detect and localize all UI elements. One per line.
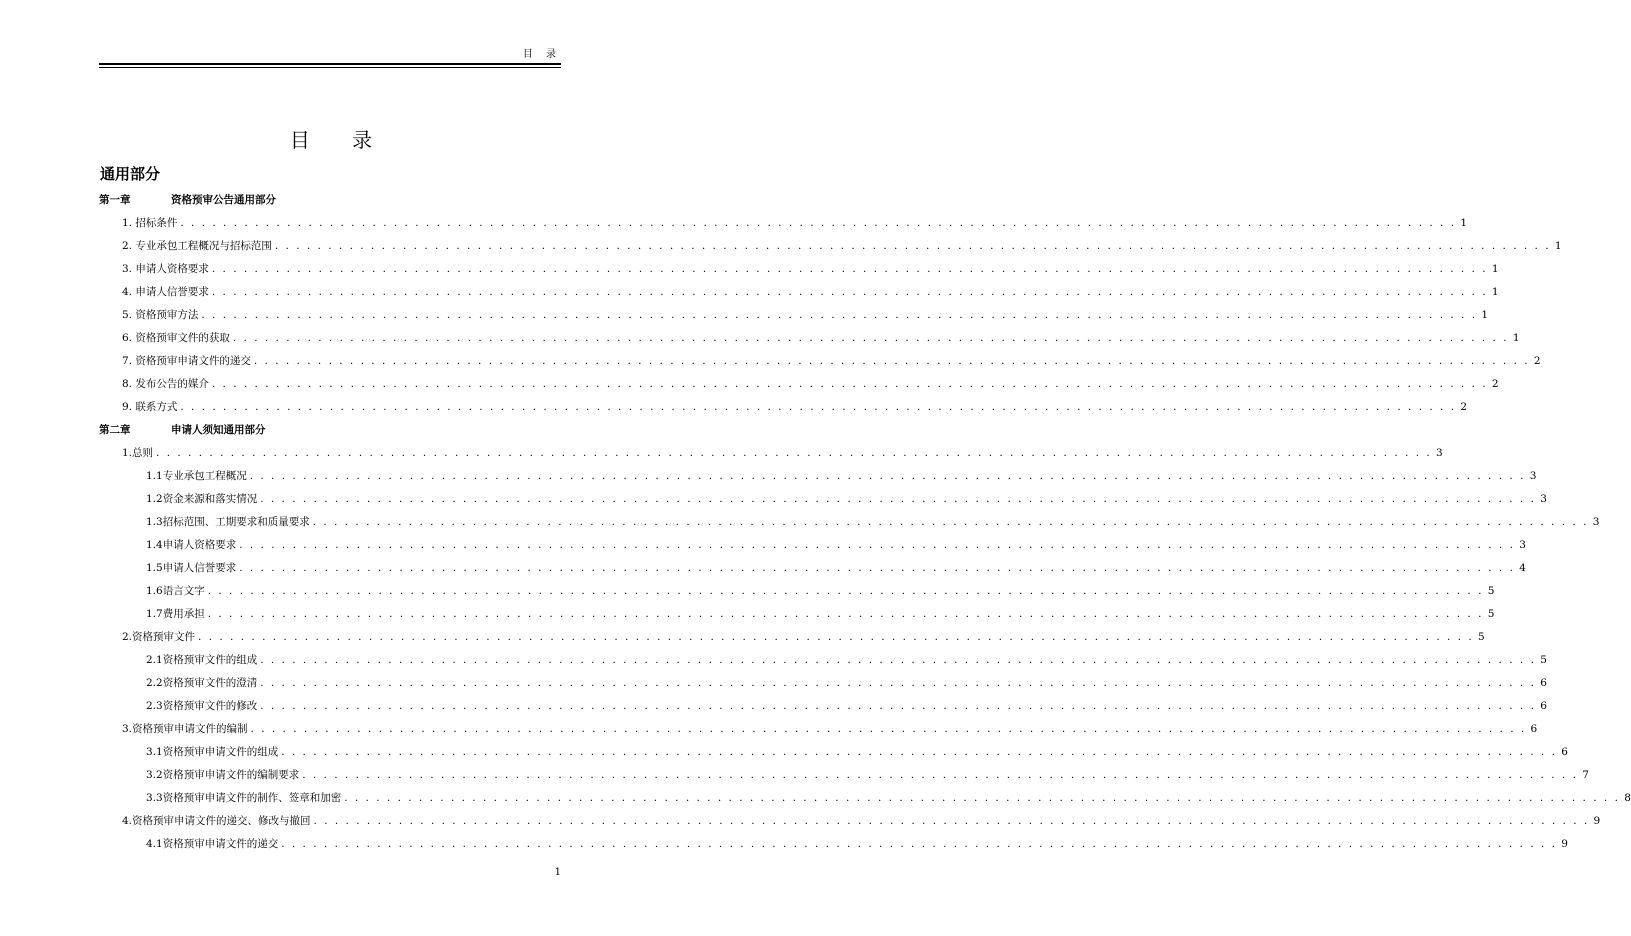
entry-title: 3.资格预审申请文件的编制 [122, 723, 248, 735]
dot-leader: . . . . . . . . . . . . . . . . . . . . . . . . . . . . . . . . . . . . . . . . . . . . . . . . . . . . . . . . . . . . . . . . . . . . . . . . . . . . . . . . . . . . . . . . . . . . . . . . . . . . . . . . . . . . . . . . . . . . . . . . [344, 791, 1620, 804]
entry-title: 4.资格预审申请文件的递交、修改与撤回 [122, 815, 311, 827]
toc-subentry[interactable] [99, 487, 1547, 510]
dot-leader: . . . . . . . . . . . . . . . . . . . . . . . . . . . . . . . . . . . . . . . . . . . . . . . . . . . . . . . . . . . . . . . . . . . . . . . . . . . . . . . . . . . . . . . . . . . . . . . . . . . . . . . . . . . . . . . . . . . . . . . . [239, 538, 1515, 551]
entry-page-number: 1 [1491, 262, 1499, 275]
toc-entry[interactable] [99, 326, 1520, 349]
toc-subentry[interactable] [99, 763, 1589, 786]
dot-leader: . . . . . . . . . . . . . . . . . . . . . . . . . . . . . . . . . . . . . . . . . . . . . . . . . . . . . . . . . . . . . . . . . . . . . . . . . . . . . . . . . . . . . . . . . . . . . . . . . . . . . . . . . . . . . . . . . . . . . . . . [156, 446, 1432, 459]
dot-leader: . . . . . . . . . . . . . . . . . . . . . . . . . . . . . . . . . . . . . . . . . . . . . . . . . . . . . . . . . . . . . . . . . . . . . . . . . . . . . . . . . . . . . . . . . . . . . . . . . . . . . . . . . . . . . . . . . . . . . . . . [281, 745, 1557, 758]
dot-leader: . . . . . . . . . . . . . . . . . . . . . . . . . . . . . . . . . . . . . . . . . . . . . . . . . . . . . . . . . . . . . . . . . . . . . . . . . . . . . . . . . . . . . . . . . . . . . . . . . . . . . . . . . . . . . . . . . . . . . . . . [302, 768, 1578, 781]
entry-page-number: 5 [1478, 630, 1485, 643]
entry-number: 2.1 [146, 653, 163, 666]
toc-chapter-heading[interactable] [99, 418, 561, 441]
dot-leader: . . . . . . . . . . . . . . . . . . . . . . . . . . . . . . . . . . . . . . . . . . . . . . . . . . . . . . . . . . . . . . . . . . . . . . . . . . . . . . . . . . . . . . . . . . . . . . . . . . . . . . . . . . . . . . . . . . . . . . . . [260, 676, 1536, 689]
entry-title: 1. 招标条件 [122, 217, 178, 229]
running-header: 目 录 [522, 49, 561, 60]
entry-number: 1.1 [146, 469, 163, 482]
dot-leader: . . . . . . . . . . . . . . . . . . . . . . . . . . . . . . . . . . . . . . . . . . . . . . . . . . . . . . . . . . . . . . . . . . . . . . . . . . . . . . . . . . . . . . . . . . . . . . . . . . . . . . . . . . . . . . . . . . . . . . . . [211, 377, 1488, 390]
entry-page-number: 5 [1487, 607, 1495, 620]
chapter-number: 第一章 [99, 194, 131, 206]
chapter-number: 第二章 [99, 424, 131, 436]
entry-number: 1.7 [146, 607, 163, 620]
entry-page-number: 1 [1491, 285, 1499, 298]
entry-title: 7. 资格预审申请文件的递交 [122, 355, 251, 367]
dot-leader: . . . . . . . . . . . . . . . . . . . . . . . . . . . . . . . . . . . . . . . . . . . . . . . . . . . . . . . . . . . . . . . . . . . . . . . . . . . . . . . . . . . . . . . . . . . . . . . . . . . . . . . . . . . . . . . . . . . . . . . . [211, 262, 1488, 275]
entry-page-number: 4 [1519, 561, 1526, 574]
dot-leader: . . . . . . . . . . . . . . . . . . . . . . . . . . . . . . . . . . . . . . . . . . . . . . . . . . . . . . . . . . . . . . . . . . . . . . . . . . . . . . . . . . . . . . . . . . . . . . . . . . . . . . . . . . . . . . . . . . . . . . . . [198, 630, 1474, 643]
toc-subentry[interactable] [99, 740, 1568, 763]
toc-subentry[interactable] [99, 694, 1547, 717]
entry-page-number: 1 [1481, 308, 1489, 321]
toc-entry[interactable] [99, 211, 1468, 234]
dot-leader: . . . . . . . . . . . . . . . . . . . . . . . . . . . . . . . . . . . . . . . . . . . . . . . . . . . . . . . . . . . . . . . . . . . . . . . . . . . . . . . . . . . . . . . . . . . . . . . . . . . . . . . . . . . . . . . . . . . . . . . . [211, 285, 1488, 298]
dot-leader: . . . . . . . . . . . . . . . . . . . . . . . . . . . . . . . . . . . . . . . . . . . . . . . . . . . . . . . . . . . . . . . . . . . . . . . . . . . . . . . . . . . . . . . . . . . . . . . . . . . . . . . . . . . . . . . . . . . . . . . . [207, 607, 1484, 620]
toc-entry[interactable] [99, 234, 1562, 257]
toc-entry[interactable] [99, 441, 1443, 464]
entry-page-number: 1 [1460, 216, 1468, 229]
toc-subentry[interactable] [99, 533, 1526, 556]
dot-leader: . . . . . . . . . . . . . . . . . . . . . . . . . . . . . . . . . . . . . . . . . . . . . . . . . . . . . . . . . . . . . . . . . . . . . . . . . . . . . . . . . . . . . . . . . . . . . . . . . . . . . . . . . . . . . . . . . . . . . . . . [313, 814, 1590, 827]
toc-subentry[interactable] [99, 556, 1526, 579]
entry-number: 4.1 [146, 837, 163, 850]
entry-title: 资格预审文件的组成 [162, 654, 258, 666]
entry-title: 资格预审文件的澄清 [162, 677, 258, 689]
entry-title: 资金来源和落实情况 [162, 493, 258, 505]
toc-subentry[interactable] [99, 464, 1537, 487]
entry-page-number: 3 [1592, 515, 1600, 528]
entry-number: 3.1 [146, 745, 163, 758]
entry-number: 2.3 [146, 699, 163, 712]
toc-subentry[interactable] [99, 786, 1631, 809]
entry-number: 1.2 [146, 492, 163, 505]
entry-page-number: 9 [1593, 814, 1601, 827]
dot-leader: . . . . . . . . . . . . . . . . . . . . . . . . . . . . . . . . . . . . . . . . . . . . . . . . . . . . . . . . . . . . . . . . . . . . . . . . . . . . . . . . . . . . . . . . . . . . . . . . . . . . . . . . . . . . . . . . . . . . . . . . [232, 331, 1509, 344]
entry-page-number: 6 [1540, 676, 1547, 689]
page-number: 1 [554, 867, 561, 878]
entry-page-number: 6 [1561, 745, 1568, 758]
toc-entry[interactable] [99, 280, 1499, 303]
dot-leader: . . . . . . . . . . . . . . . . . . . . . . . . . . . . . . . . . . . . . . . . . . . . . . . . . . . . . . . . . . . . . . . . . . . . . . . . . . . . . . . . . . . . . . . . . . . . . . . . . . . . . . . . . . . . . . . . . . . . . . . . [312, 515, 1589, 528]
entry-title: 资格预审文件的修改 [162, 700, 258, 712]
dot-leader: . . . . . . . . . . . . . . . . . . . . . . . . . . . . . . . . . . . . . . . . . . . . . . . . . . . . . . . . . . . . . . . . . . . . . . . . . . . . . . . . . . . . . . . . . . . . . . . . . . . . . . . . . . . . . . . . . . . . . . . . [180, 216, 1457, 229]
entry-title: 4. 申请人信誉要求 [122, 286, 209, 298]
entry-title: 5. 资格预审方法 [122, 309, 199, 321]
entry-title: 资格预审申请文件的制作、签章和加密 [162, 792, 342, 804]
entry-title: 资格预审申请文件的编制要求 [162, 769, 300, 781]
toc-subentry[interactable] [99, 579, 1495, 602]
entry-page-number: 2 [1533, 354, 1541, 367]
entry-title: 8. 发布公告的媒介 [122, 378, 209, 390]
entry-title: 资格预审申请文件的递交 [162, 838, 279, 850]
toc-entry[interactable] [99, 303, 1489, 326]
entry-page-number: 3 [1519, 538, 1526, 551]
section-heading: 通用部分 [100, 165, 161, 183]
toc-entry[interactable] [99, 395, 1468, 418]
toc-entry[interactable] [99, 372, 1499, 395]
toc-chapter-heading[interactable] [99, 188, 561, 211]
dot-leader: . . . . . . . . . . . . . . . . . . . . . . . . . . . . . . . . . . . . . . . . . . . . . . . . . . . . . . . . . . . . . . . . . . . . . . . . . . . . . . . . . . . . . . . . . . . . . . . . . . . . . . . . . . . . . . . . . . . . . . . . [260, 699, 1536, 712]
entry-page-number: 3 [1529, 469, 1537, 482]
entry-page-number: 3 [1436, 446, 1443, 459]
chapter-title: 申请人须知通用部分 [171, 424, 266, 436]
chapter-title: 资格预审公告通用部分 [171, 194, 276, 206]
table-of-contents [99, 188, 1631, 855]
toc-subentry[interactable] [99, 671, 1547, 694]
dot-leader: . . . . . . . . . . . . . . . . . . . . . . . . . . . . . . . . . . . . . . . . . . . . . . . . . . . . . . . . . . . . . . . . . . . . . . . . . . . . . . . . . . . . . . . . . . . . . . . . . . . . . . . . . . . . . . . . . . . . . . . . [180, 400, 1457, 413]
toc-entry[interactable] [99, 257, 1499, 280]
entry-page-number: 1 [1512, 331, 1520, 344]
entry-page-number: 3 [1540, 492, 1547, 505]
dot-leader: . . . . . . . . . . . . . . . . . . . . . . . . . . . . . . . . . . . . . . . . . . . . . . . . . . . . . . . . . . . . . . . . . . . . . . . . . . . . . . . . . . . . . . . . . . . . . . . . . . . . . . . . . . . . . . . . . . . . . . . . [253, 354, 1530, 367]
entry-number: 2.2 [146, 676, 163, 689]
entry-page-number: 2 [1491, 377, 1499, 390]
entry-title: 申请人资格要求 [162, 539, 237, 551]
dot-leader: . . . . . . . . . . . . . . . . . . . . . . . . . . . . . . . . . . . . . . . . . . . . . . . . . . . . . . . . . . . . . . . . . . . . . . . . . . . . . . . . . . . . . . . . . . . . . . . . . . . . . . . . . . . . . . . . . . . . . . . . [260, 492, 1536, 505]
entry-title: 费用承担 [162, 608, 205, 620]
entry-page-number: 7 [1582, 768, 1589, 781]
dot-leader: . . . . . . . . . . . . . . . . . . . . . . . . . . . . . . . . . . . . . . . . . . . . . . . . . . . . . . . . . . . . . . . . . . . . . . . . . . . . . . . . . . . . . . . . . . . . . . . . . . . . . . . . . . . . . . . . . . . . . . . . [260, 653, 1536, 666]
entry-page-number: 5 [1487, 584, 1495, 597]
entry-page-number: 6 [1540, 699, 1547, 712]
toc-entry[interactable] [99, 717, 1538, 740]
dot-leader: . . . . . . . . . . . . . . . . . . . . . . . . . . . . . . . . . . . . . . . . . . . . . . . . . . . . . . . . . . . . . . . . . . . . . . . . . . . . . . . . . . . . . . . . . . . . . . . . . . . . . . . . . . . . . . . . . . . . . . . . [250, 722, 1527, 735]
dot-leader: . . . . . . . . . . . . . . . . . . . . . . . . . . . . . . . . . . . . . . . . . . . . . . . . . . . . . . . . . . . . . . . . . . . . . . . . . . . . . . . . . . . . . . . . . . . . . . . . . . . . . . . . . . . . . . . . . . . . . . . . [201, 308, 1478, 321]
page-title: 目 录 [289, 128, 391, 152]
entry-title: 9. 联系方式 [122, 401, 178, 413]
toc-entry[interactable] [99, 349, 1541, 372]
toc-subentry[interactable] [99, 832, 1568, 855]
toc-entry[interactable] [99, 809, 1601, 832]
dot-leader: . . . . . . . . . . . . . . . . . . . . . . . . . . . . . . . . . . . . . . . . . . . . . . . . . . . . . . . . . . . . . . . . . . . . . . . . . . . . . . . . . . . . . . . . . . . . . . . . . . . . . . . . . . . . . . . . . . . . . . . . [281, 837, 1557, 850]
entry-page-number: 6 [1530, 722, 1538, 735]
entry-page-number: 9 [1561, 837, 1568, 850]
entry-title: 资格预审申请文件的组成 [162, 746, 279, 758]
dot-leader: . . . . . . . . . . . . . . . . . . . . . . . . . . . . . . . . . . . . . . . . . . . . . . . . . . . . . . . . . . . . . . . . . . . . . . . . . . . . . . . . . . . . . . . . . . . . . . . . . . . . . . . . . . . . . . . . . . . . . . . . [274, 239, 1551, 252]
entry-title: 6. 资格预审文件的获取 [122, 332, 230, 344]
entry-title: 专业承包工程概况 [162, 470, 247, 482]
entry-number: 3.3 [146, 791, 163, 804]
entry-title: 1.总则 [122, 447, 154, 459]
entry-title: 语言文字 [162, 585, 205, 597]
entry-page-number: 5 [1540, 653, 1547, 666]
entry-title: 2. 专业承包工程概况与招标范围 [122, 240, 272, 252]
entry-title: 招标范围、工期要求和质量要求 [162, 516, 310, 528]
entry-number: 1.6 [146, 584, 163, 597]
toc-subentry[interactable] [99, 602, 1495, 625]
dot-leader: . . . . . . . . . . . . . . . . . . . . . . . . . . . . . . . . . . . . . . . . . . . . . . . . . . . . . . . . . . . . . . . . . . . . . . . . . . . . . . . . . . . . . . . . . . . . . . . . . . . . . . . . . . . . . . . . . . . . . . . . [239, 561, 1515, 574]
entry-title: 2.资格预审文件 [122, 631, 196, 643]
entry-number: 3.2 [146, 768, 163, 781]
entry-number: 1.5 [146, 561, 163, 574]
entry-number: 1.3 [146, 515, 163, 528]
header-rule-thick [99, 63, 561, 65]
toc-entry[interactable] [99, 625, 1485, 648]
entry-page-number: 2 [1460, 400, 1468, 413]
dot-leader: . . . . . . . . . . . . . . . . . . . . . . . . . . . . . . . . . . . . . . . . . . . . . . . . . . . . . . . . . . . . . . . . . . . . . . . . . . . . . . . . . . . . . . . . . . . . . . . . . . . . . . . . . . . . . . . . . . . . . . . . [249, 469, 1526, 482]
header-rule-thin [99, 67, 561, 68]
dot-leader: . . . . . . . . . . . . . . . . . . . . . . . . . . . . . . . . . . . . . . . . . . . . . . . . . . . . . . . . . . . . . . . . . . . . . . . . . . . . . . . . . . . . . . . . . . . . . . . . . . . . . . . . . . . . . . . . . . . . . . . . [207, 584, 1484, 597]
entry-page-number: 1 [1554, 239, 1562, 252]
entry-title: 申请人信誉要求 [162, 562, 237, 574]
entry-number: 1.4 [146, 538, 163, 551]
toc-subentry[interactable] [99, 510, 1600, 533]
entry-title: 3. 申请人资格要求 [122, 263, 209, 275]
toc-subentry[interactable] [99, 648, 1547, 671]
entry-page-number: 8 [1624, 791, 1631, 804]
